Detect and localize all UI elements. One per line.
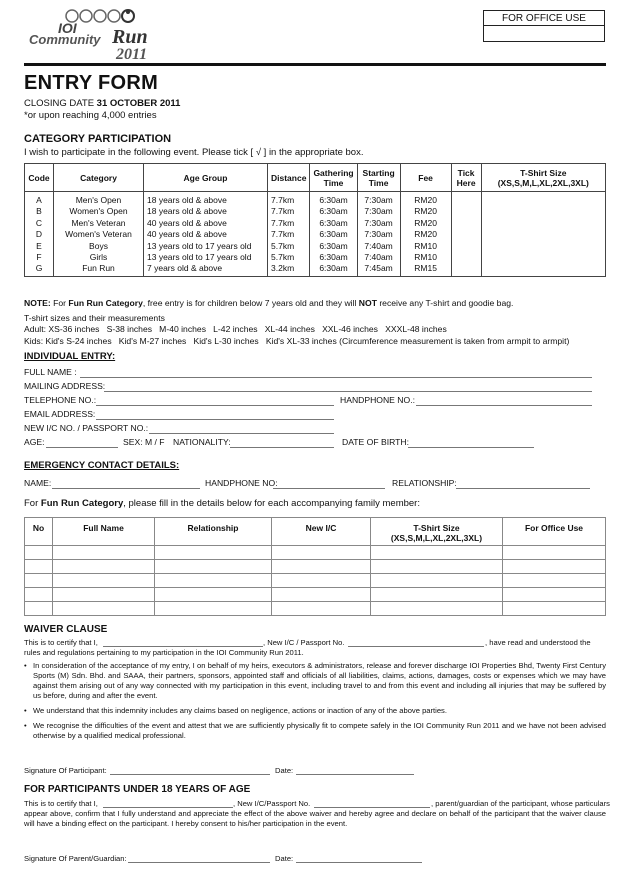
office-use-box	[483, 10, 605, 42]
dob-field[interactable]	[408, 447, 534, 448]
kid-sizes: Kids: Kid's S-24 inches Kid's M-27 inches Kid's L-30 inches Kid's XL-33 inches (Circumference measurement is taken from armpit to armpit)	[24, 335, 570, 346]
fam-col-relationship: Relationship	[155, 518, 272, 546]
logo-ioi-text: IOI	[58, 20, 77, 36]
col-fee: Fee	[400, 164, 451, 192]
row-category: Men's Open	[54, 192, 144, 206]
note-text: For	[50, 298, 69, 308]
col-age-group: Age Group	[144, 164, 268, 192]
row-starting: 7:30am	[357, 192, 400, 206]
row-fee: RM20	[400, 217, 451, 229]
event-logo	[24, 6, 174, 63]
row-tshirt-input[interactable]	[481, 217, 605, 229]
row-tshirt-input[interactable]	[481, 192, 605, 206]
fam-cell[interactable]	[371, 546, 503, 560]
row-distance: 3.2km	[268, 263, 310, 276]
col-code: Code	[25, 164, 54, 192]
category-row	[25, 263, 606, 276]
mailing-address-label: MAILING ADDRESS:	[24, 381, 106, 391]
under18-certify-body: appear above, confirm that I fully understand and appreciate the effect of the above waiver and hereby agree and declare on behalf of the participant that the waiver clause will have a binding effect on the participant. I hereby consent to his/her participation in the event.	[24, 809, 606, 828]
fam-cell[interactable]	[155, 602, 272, 616]
row-starting: 7:30am	[357, 217, 400, 229]
full-name-label: FULL NAME :	[24, 367, 77, 377]
row-code: A	[25, 192, 54, 206]
header-divider	[24, 63, 606, 66]
ic-passport-label: NEW I/C NO. / PASSPORT NO.:	[24, 423, 149, 433]
emergency-name-field[interactable]	[52, 488, 200, 489]
age-label: AGE:	[24, 437, 45, 447]
family-row	[25, 546, 606, 560]
emergency-relationship-field[interactable]	[456, 488, 590, 489]
fam-cell[interactable]	[272, 602, 371, 616]
row-age: 7 years old & above	[144, 263, 268, 276]
row-distance: 7.7km	[268, 229, 310, 241]
category-heading: CATEGORY PARTICIPATION	[24, 133, 172, 145]
individual-heading: INDIVIDUAL ENTRY:	[24, 351, 116, 362]
col-distance: Distance	[268, 164, 310, 192]
col-gathering-line1: Gathering	[313, 167, 354, 178]
fam-cell[interactable]	[25, 546, 53, 560]
row-tick-box[interactable]	[451, 192, 481, 206]
waiver-ic-label: , New I/C / Passport No.	[263, 638, 345, 647]
guardian-signature-label: Signature Of Parent/Guardian:	[24, 854, 127, 863]
row-gathering: 6:30am	[310, 229, 357, 241]
row-tick-box[interactable]	[451, 206, 481, 218]
fam-col-full-name: Full Name	[53, 518, 155, 546]
row-fee: RM20	[400, 206, 451, 218]
category-intro: I wish to participate in the following event. Please tick [ √ ] in the appropriate box.	[24, 147, 364, 158]
fam-cell[interactable]	[25, 560, 53, 574]
under18-certify-label: This is to certify that I,	[24, 799, 98, 808]
mailing-address-field[interactable]	[104, 391, 592, 392]
guardian-date-label: Date:	[275, 854, 294, 863]
row-starting: 7:30am	[357, 229, 400, 241]
note-bold: NOT	[358, 298, 377, 308]
fun-run-note	[24, 298, 609, 310]
guardian-signature-field[interactable]	[128, 862, 270, 863]
waiver-certify-label: This is to certify that I,	[24, 638, 98, 647]
emergency-handphone-label: HANDPHONE NO:	[205, 478, 278, 488]
email-label: EMAIL ADDRESS:	[24, 409, 96, 419]
row-tshirt-input[interactable]	[481, 240, 605, 252]
fam-col-ic: New I/C	[272, 518, 371, 546]
guardian-name-field[interactable]	[103, 807, 233, 808]
waiver-certify-tail: , have read and understood the	[485, 638, 591, 647]
under18-certify-tail: , parent/guardian of the participant, whose particulars	[431, 799, 610, 808]
fam-cell[interactable]	[53, 546, 155, 560]
fam-cell[interactable]	[155, 574, 272, 588]
row-code: C	[25, 217, 54, 229]
fam-cell[interactable]	[272, 588, 371, 602]
handphone-label: HANDPHONE NO.:	[340, 395, 415, 405]
row-code: D	[25, 229, 54, 241]
row-starting: 7:40am	[357, 240, 400, 252]
row-gathering: 6:30am	[310, 192, 357, 206]
row-tshirt-input[interactable]	[481, 263, 605, 276]
family-intro-text: For	[24, 498, 41, 509]
row-distance: 7.7km	[268, 217, 310, 229]
row-tshirt-input[interactable]	[481, 252, 605, 264]
row-age: 18 years old & above	[144, 206, 268, 218]
note-label: NOTE:	[24, 298, 51, 308]
col-tick	[451, 164, 481, 192]
full-name-field[interactable]	[80, 377, 592, 378]
emergency-relationship-label: RELATIONSHIP:	[392, 478, 457, 488]
fam-cell[interactable]	[25, 602, 53, 616]
sizes-heading: T-shirt sizes and their measurements	[24, 312, 165, 323]
waiver-ic-field[interactable]	[348, 646, 484, 647]
family-table	[24, 517, 606, 616]
logo-run-text: Run	[112, 26, 148, 48]
row-tshirt-input[interactable]	[481, 206, 605, 218]
row-category: Men's Veteran	[54, 217, 144, 229]
category-row	[25, 192, 606, 206]
family-row	[25, 588, 606, 602]
fam-cell	[503, 546, 606, 560]
col-tshirt	[481, 164, 605, 192]
row-gathering: 6:30am	[310, 206, 357, 218]
fam-cell[interactable]	[53, 560, 155, 574]
under18-heading: FOR PARTICIPANTS UNDER 18 YEARS OF AGE	[24, 784, 251, 795]
category-row	[25, 252, 606, 264]
form-title: ENTRY FORM	[24, 72, 159, 94]
row-code: G	[25, 263, 54, 276]
emergency-name-label: NAME:	[24, 478, 52, 488]
row-category: Fun Run	[54, 263, 144, 276]
row-fee: RM10	[400, 252, 451, 264]
col-gathering	[310, 164, 357, 192]
row-code: F	[25, 252, 54, 264]
age-field[interactable]	[46, 447, 118, 448]
row-tick-box[interactable]	[451, 240, 481, 252]
fam-cell[interactable]	[155, 546, 272, 560]
telephone-label: TELEPHONE NO.:	[24, 395, 97, 405]
waiver-heading: WAIVER CLAUSE	[24, 624, 108, 635]
row-age: 13 years old to 17 years old	[144, 240, 268, 252]
col-tick-line1: Tick	[457, 167, 475, 178]
participant-signature-label: Signature Of Participant:	[24, 766, 107, 775]
telephone-field[interactable]	[96, 405, 334, 406]
under18-ic-label: , New I/C/Passport No.	[233, 799, 311, 808]
fam-col-tshirt-line2: (XS,S,M,L,XL,2XL,3XL)	[390, 533, 483, 543]
sex-label[interactable]: SEX: M / F	[123, 437, 165, 447]
row-age: 18 years old & above	[144, 192, 268, 206]
row-tick-box[interactable]	[451, 217, 481, 229]
email-field[interactable]	[96, 419, 334, 420]
col-starting-line1: Starting	[362, 167, 395, 178]
closing-date	[24, 98, 180, 109]
row-category: Women's Veteran	[54, 229, 144, 241]
fam-cell[interactable]	[155, 560, 272, 574]
row-fee: RM15	[400, 263, 451, 276]
fam-cell	[503, 588, 606, 602]
fam-cell[interactable]	[371, 574, 503, 588]
row-age: 40 years old & above	[144, 229, 268, 241]
fam-cell	[503, 560, 606, 574]
fam-cell[interactable]	[25, 574, 53, 588]
waiver-name-field[interactable]	[103, 646, 263, 647]
col-category: Category	[54, 164, 144, 192]
waiver-certify-line2: rules and regulations pertaining to my participation in the IOI Community Run 2011.	[24, 648, 304, 657]
guardian-date-field[interactable]	[296, 862, 422, 863]
waiver-bullet: • In consideration of the acceptance of my entry, I on behalf of my heirs, executors & administrators, release and forever discharge IOI Properties Bhd, Twenty First Century Sports (M) Sdn. Bhd. and SAAA, their partners, sponsors, appointed staff and officials of all liabilities, claims, actions, damages, costs or expenses which we may have against them arising out of any way connected with my participation in this event, including travel to and from this event and including all injuries that may be suffered by us before, during and after the event.	[24, 661, 606, 701]
participant-date-label: Date:	[275, 766, 294, 775]
row-distance: 5.7km	[268, 240, 310, 252]
row-tick-box[interactable]	[451, 229, 481, 241]
closing-date-label: CLOSING DATE	[24, 98, 97, 109]
adult-sizes: Adult: XS-36 inches S-38 inches M-40 inches L-42 inches XL-44 inches XXL-46 inches XXXL-48 inches	[24, 324, 447, 334]
guardian-ic-field[interactable]	[314, 807, 430, 808]
category-row	[25, 206, 606, 218]
row-tshirt-input[interactable]	[481, 229, 605, 241]
family-row	[25, 602, 606, 616]
fam-col-office: For Office Use	[503, 518, 606, 546]
row-distance: 7.7km	[268, 192, 310, 206]
emergency-heading: EMERGENCY CONTACT DETAILS:	[24, 460, 180, 471]
category-row	[25, 217, 606, 229]
fam-col-no: No	[25, 518, 53, 546]
family-row	[25, 560, 606, 574]
waiver-bullet: • We recognise the difficulties of the event and attest that we are sufficiently physically fit to compete safely in the IOI Community Run 2011 and we have not been advised otherwise by a qualified medical professional.	[24, 721, 606, 741]
category-table	[24, 163, 606, 277]
entries-note: *or upon reaching 4,000 entries	[24, 110, 157, 121]
fam-cell[interactable]	[155, 588, 272, 602]
fam-cell[interactable]	[272, 574, 371, 588]
fam-cell	[503, 574, 606, 588]
row-category: Boys	[54, 240, 144, 252]
fam-cell	[503, 602, 606, 616]
note-text: receive any T-shirt and goodie bag.	[376, 298, 514, 308]
col-tshirt-line2: (XS,S,M,L,XL,2XL,3XL)	[497, 177, 589, 188]
row-age: 13 years old to 17 years old	[144, 252, 268, 264]
fam-cell[interactable]	[371, 588, 503, 602]
emergency-handphone-field[interactable]	[273, 488, 385, 489]
fam-cell[interactable]	[272, 546, 371, 560]
office-use-label: FOR OFFICE USE	[484, 11, 604, 26]
fam-cell[interactable]	[371, 560, 503, 574]
row-gathering: 6:30am	[310, 240, 357, 252]
nationality-label: NATIONALITY:	[173, 437, 231, 447]
fam-cell[interactable]	[53, 602, 155, 616]
row-tick-box[interactable]	[451, 263, 481, 276]
note-bold: Fun Run Category	[68, 298, 143, 308]
category-row	[25, 240, 606, 252]
row-fee: RM10	[400, 240, 451, 252]
category-header-row	[25, 164, 606, 192]
logo-community-text: Community	[29, 32, 101, 47]
row-starting: 7:30am	[357, 206, 400, 218]
waiver-bullets	[24, 661, 606, 746]
fam-cell[interactable]	[272, 560, 371, 574]
row-code: E	[25, 240, 54, 252]
fam-col-tshirt	[371, 518, 503, 546]
fam-col-tshirt-line1: T-Shirt Size	[413, 523, 460, 533]
family-row	[25, 574, 606, 588]
row-distance: 7.7km	[268, 206, 310, 218]
family-intro-bold: Fun Run Category	[40, 498, 124, 509]
fam-cell[interactable]	[371, 602, 503, 616]
waiver-bullet: • We understand that this indemnity includes any claims based on negligence, actions or inaction of any of the above parties.	[24, 706, 606, 716]
closing-date-value: 31 OCTOBER 2011	[96, 98, 181, 109]
row-starting: 7:40am	[357, 252, 400, 264]
row-distance: 5.7km	[268, 252, 310, 264]
dob-label: DATE OF BIRTH:	[342, 437, 410, 447]
logo-year-text: 2011	[116, 46, 148, 63]
handphone-field[interactable]	[416, 405, 592, 406]
note-text: , free entry is for children below 7 years old and they will	[142, 298, 359, 308]
fam-cell[interactable]	[25, 588, 53, 602]
participant-date-field[interactable]	[296, 774, 414, 775]
row-gathering: 6:30am	[310, 252, 357, 264]
row-category: Girls	[54, 252, 144, 264]
family-header-row	[25, 518, 606, 546]
row-code: B	[25, 206, 54, 218]
nationality-field[interactable]	[230, 447, 334, 448]
row-starting: 7:45am	[357, 263, 400, 276]
ic-passport-field[interactable]	[149, 433, 334, 434]
row-category: Women's Open	[54, 206, 144, 218]
family-intro-text: , please fill in the details below for each accompanying family member:	[123, 498, 420, 509]
col-starting-line2: Time	[368, 177, 389, 188]
participant-signature-field[interactable]	[110, 774, 270, 775]
row-fee: RM20	[400, 192, 451, 206]
row-tick-box[interactable]	[451, 252, 481, 264]
col-gathering-line2: Time	[323, 177, 344, 188]
fam-cell[interactable]	[53, 588, 155, 602]
col-starting	[357, 164, 400, 192]
col-tshirt-line1: T-Shirt Size	[520, 167, 567, 178]
family-intro	[24, 498, 420, 509]
col-tick-line2: Here	[456, 177, 476, 188]
fam-cell[interactable]	[53, 574, 155, 588]
row-gathering: 6:30am	[310, 263, 357, 276]
category-row	[25, 229, 606, 241]
row-fee: RM20	[400, 229, 451, 241]
category-notes	[24, 298, 609, 347]
row-gathering: 6:30am	[310, 217, 357, 229]
row-age: 40 years old & above	[144, 217, 268, 229]
